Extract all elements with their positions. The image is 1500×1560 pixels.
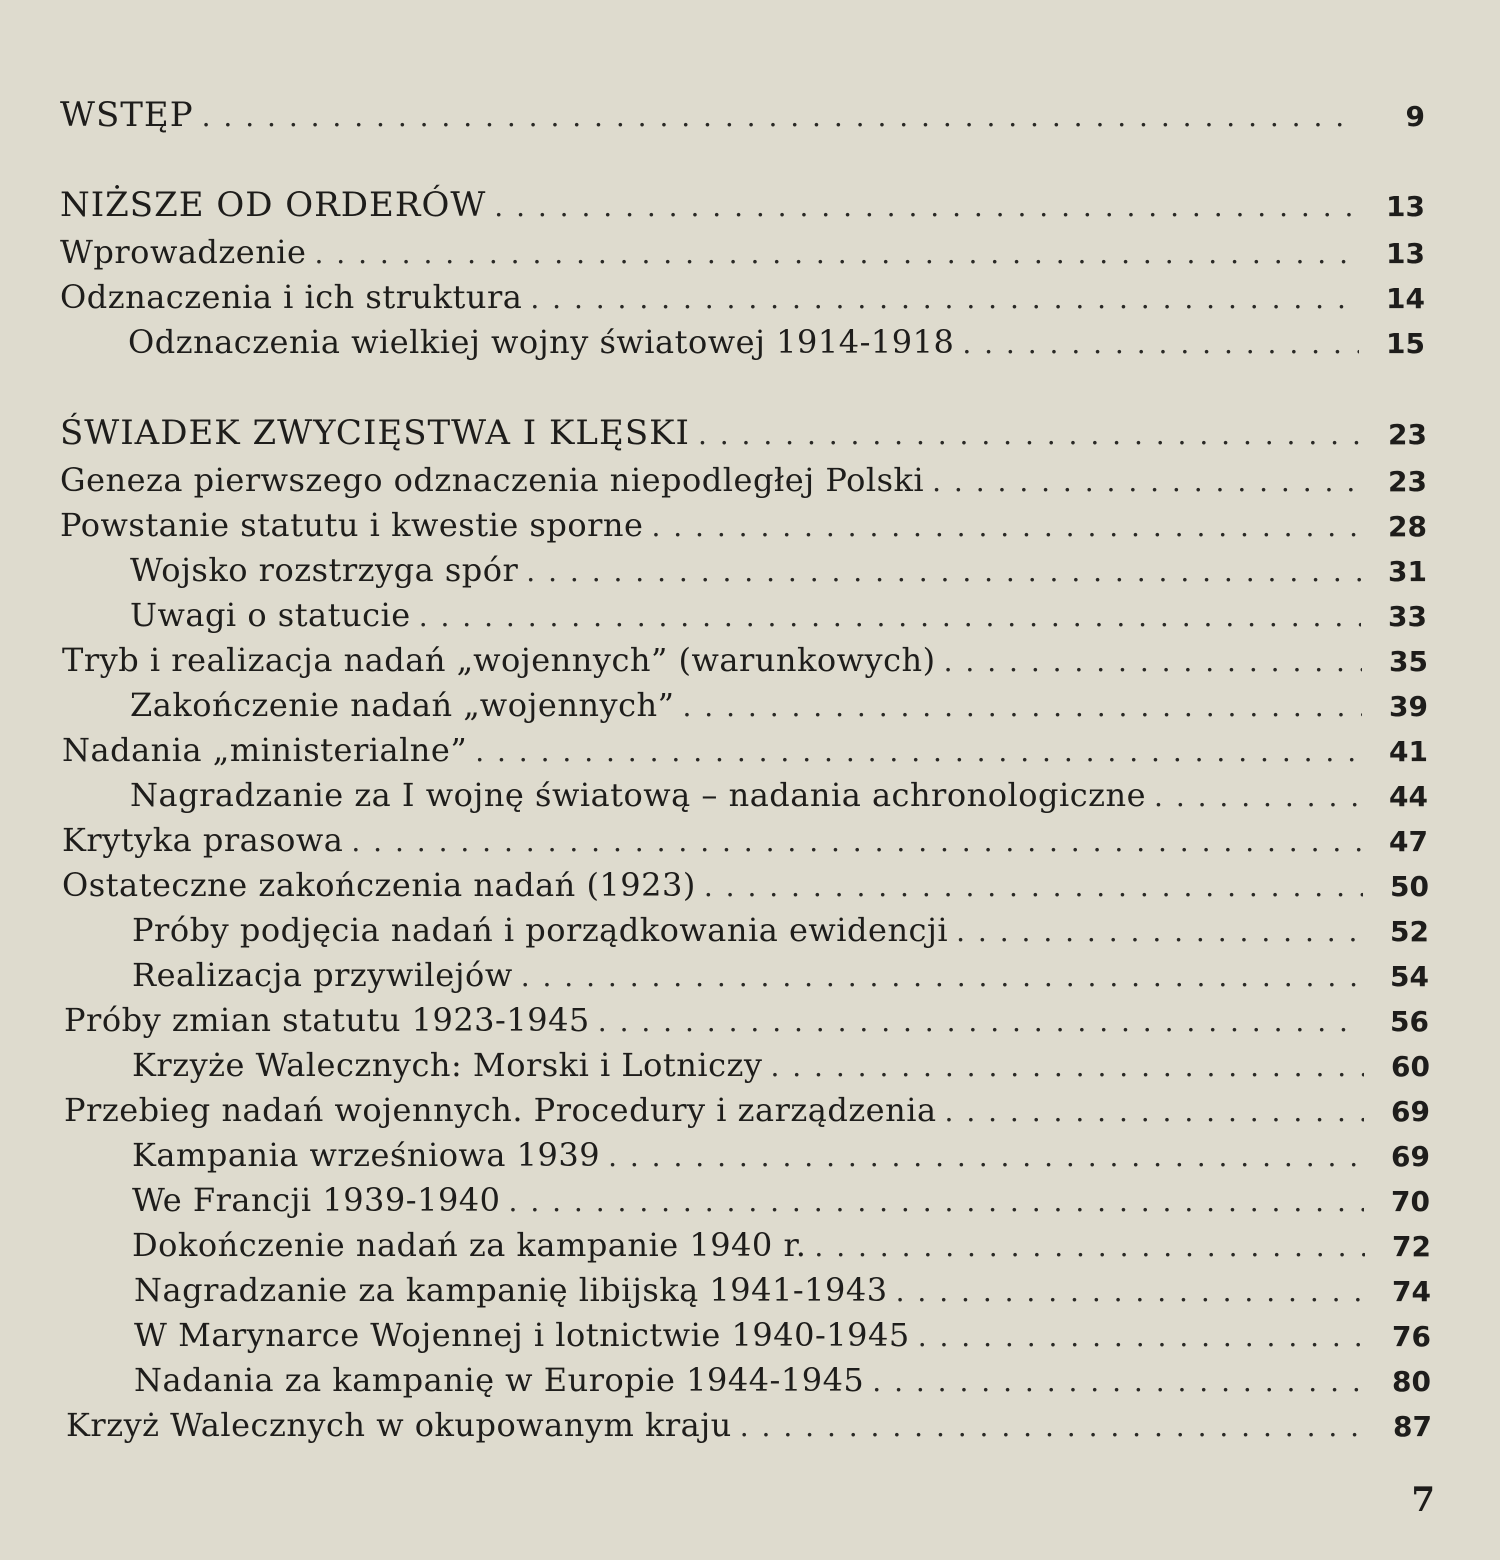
dot-leader <box>932 462 1361 502</box>
page-number: 7 <box>1411 1480 1435 1520</box>
dot-leader <box>896 1272 1365 1312</box>
toc-entry-title: Odznaczenia i ich struktura <box>60 278 523 316</box>
toc-entry-title: Powstanie statutu i kwestie sporne <box>60 506 644 544</box>
toc-entry <box>132 1180 1430 1222</box>
toc-entry <box>60 185 1425 227</box>
toc-entry-page: 33 <box>1388 600 1427 633</box>
dot-leader <box>770 1047 1364 1087</box>
toc-entry-page: 54 <box>1390 960 1429 993</box>
toc-entry-title: Krytyka prasowa <box>62 821 344 859</box>
toc-entry <box>62 640 1428 682</box>
dot-leader <box>872 1362 1365 1402</box>
toc-entry <box>130 550 1427 592</box>
toc-entry-title: Dokończenie nadań za kampanie 1940 r. <box>132 1226 807 1264</box>
toc-entry-page: 13 <box>1386 190 1425 223</box>
toc-entry <box>60 413 1427 455</box>
toc-entry <box>64 1000 1429 1042</box>
toc-entry-page: 74 <box>1392 1275 1431 1308</box>
dot-leader <box>956 912 1363 952</box>
dot-leader <box>918 1317 1365 1357</box>
dot-leader <box>651 507 1361 547</box>
toc-entry-title: Nagradzanie za kampanię libijską 1941-1943 <box>134 1271 888 1309</box>
toc-entry-page: 80 <box>1392 1365 1431 1398</box>
toc-entry-page: 41 <box>1389 735 1428 768</box>
toc-entry <box>132 1045 1430 1087</box>
dot-leader <box>419 597 1361 637</box>
toc-entry-title: Wojsko rozstrzyga spór <box>130 551 519 589</box>
dot-leader <box>314 234 1359 274</box>
toc-entry-title: Zakończenie nadań „wojennych” <box>130 686 675 724</box>
dot-leader <box>704 867 1363 907</box>
toc-entry-title: Tryb i realizacja nadań „wojennych” (warunkowych) <box>62 641 936 679</box>
toc-entry-title: Nadania „ministerialne” <box>62 731 468 769</box>
toc-entry <box>60 95 1425 137</box>
toc-entry-page: 9 <box>1405 100 1425 133</box>
dot-leader <box>598 1002 1363 1042</box>
toc-entry-title: Krzyż Walecznych w okupowanym kraju <box>66 1406 732 1444</box>
dot-leader <box>351 822 1362 862</box>
toc-entry <box>132 1225 1431 1267</box>
toc-entry-page: 47 <box>1389 825 1428 858</box>
dot-leader <box>945 1092 1364 1132</box>
toc-entry <box>134 1270 1431 1312</box>
toc-entry-title: Realizacja przywilejów <box>132 956 513 994</box>
dot-leader <box>944 642 1362 682</box>
dot-leader <box>521 957 1363 997</box>
dot-leader <box>740 1407 1366 1447</box>
toc-entry-page: 60 <box>1391 1050 1430 1083</box>
toc-entry-title: We Francji 1939-1940 <box>132 1181 501 1219</box>
toc-entry-title: Kampania wrześniowa 1939 <box>132 1136 601 1174</box>
toc-entry-title: W Marynarce Wojennej i lotnictwie 1940-1945 <box>134 1316 910 1354</box>
toc-entry-title: Krzyże Walecznych: Morski i Lotniczy <box>132 1046 763 1084</box>
toc-entry <box>66 1405 1432 1447</box>
toc-entry <box>134 1360 1431 1402</box>
toc-entry <box>62 730 1428 772</box>
toc-entry-title: Geneza pierwszego odznaczenia niepodległej Polski <box>60 461 925 499</box>
toc-entry-title: Nadania za kampanię w Europie 1944-1945 <box>134 1361 865 1399</box>
toc-entry-page: 39 <box>1389 690 1428 723</box>
toc-entry <box>62 820 1428 862</box>
toc-entry <box>60 232 1425 274</box>
toc-entry-page: 52 <box>1390 915 1429 948</box>
dot-leader <box>526 552 1361 592</box>
dot-leader <box>698 415 1361 455</box>
toc-entry-title: NIŻSZE OD ORDERÓW <box>60 185 487 225</box>
toc-entry-page: 69 <box>1391 1095 1430 1128</box>
toc-entry <box>130 775 1428 817</box>
toc-entry <box>60 277 1425 319</box>
toc-entry-title: Odznaczenia wielkiej wojny światowej 1914-1918 <box>128 323 955 361</box>
toc-entry <box>132 1135 1430 1177</box>
toc-entry <box>128 322 1425 364</box>
toc-entry-page: 23 <box>1388 465 1427 498</box>
dot-leader <box>608 1137 1364 1177</box>
toc-entry-page: 70 <box>1391 1185 1430 1218</box>
toc-entry-title: ŚWIADEK ZWYCIĘSTWA I KLĘSKI <box>60 413 690 453</box>
dot-leader <box>202 97 1359 137</box>
toc-entry-page: 13 <box>1386 237 1425 270</box>
toc-entry-page: 35 <box>1389 645 1428 678</box>
toc-entry-title: WSTĘP <box>60 95 194 135</box>
toc-entry-title: Wprowadzenie <box>60 233 307 271</box>
dot-leader <box>494 187 1359 227</box>
toc-entry-page: 50 <box>1390 870 1429 903</box>
toc-entry-page: 56 <box>1390 1005 1429 1038</box>
toc-entry-page: 31 <box>1388 555 1427 588</box>
dot-leader <box>1154 777 1362 817</box>
toc-entry <box>132 955 1429 997</box>
toc-entry <box>130 685 1428 727</box>
dot-leader <box>962 324 1359 364</box>
toc-entry <box>134 1315 1431 1357</box>
toc-entry <box>60 460 1427 502</box>
toc-entry-page: 87 <box>1393 1410 1432 1443</box>
toc-entry-page: 69 <box>1391 1140 1430 1173</box>
toc-entry <box>60 505 1427 547</box>
toc-entry-page: 14 <box>1386 282 1425 315</box>
dot-leader <box>530 279 1359 319</box>
toc-entry-page: 76 <box>1392 1320 1431 1353</box>
toc-entry-page: 72 <box>1392 1230 1431 1263</box>
dot-leader <box>475 732 1362 772</box>
toc-entry-title: Nagradzanie za I wojnę światową – nadania achronologiczne <box>130 776 1147 814</box>
toc-entry-page: 15 <box>1386 327 1425 360</box>
toc-entry-page: 44 <box>1389 780 1428 813</box>
toc-entry-title: Uwagi o statucie <box>130 596 411 634</box>
toc-entry-page: 23 <box>1388 418 1427 451</box>
toc-entry <box>132 910 1429 952</box>
toc-entry-page: 28 <box>1388 510 1427 543</box>
toc-entry <box>62 865 1429 907</box>
dot-leader <box>814 1227 1365 1267</box>
toc-entry <box>64 1090 1430 1132</box>
toc-entry-title: Próby podjęcia nadań i porządkowania ewidencji <box>132 911 949 949</box>
dot-leader <box>683 687 1363 727</box>
dot-leader <box>509 1182 1364 1222</box>
toc-entry-title: Próby zmian statutu 1923-1945 <box>64 1001 590 1039</box>
toc-entry <box>130 595 1427 637</box>
toc-entry-title: Przebieg nadań wojennych. Procedury i zarządzenia <box>64 1091 937 1129</box>
toc-entry-title: Ostateczne zakończenia nadań (1923) <box>62 866 696 904</box>
